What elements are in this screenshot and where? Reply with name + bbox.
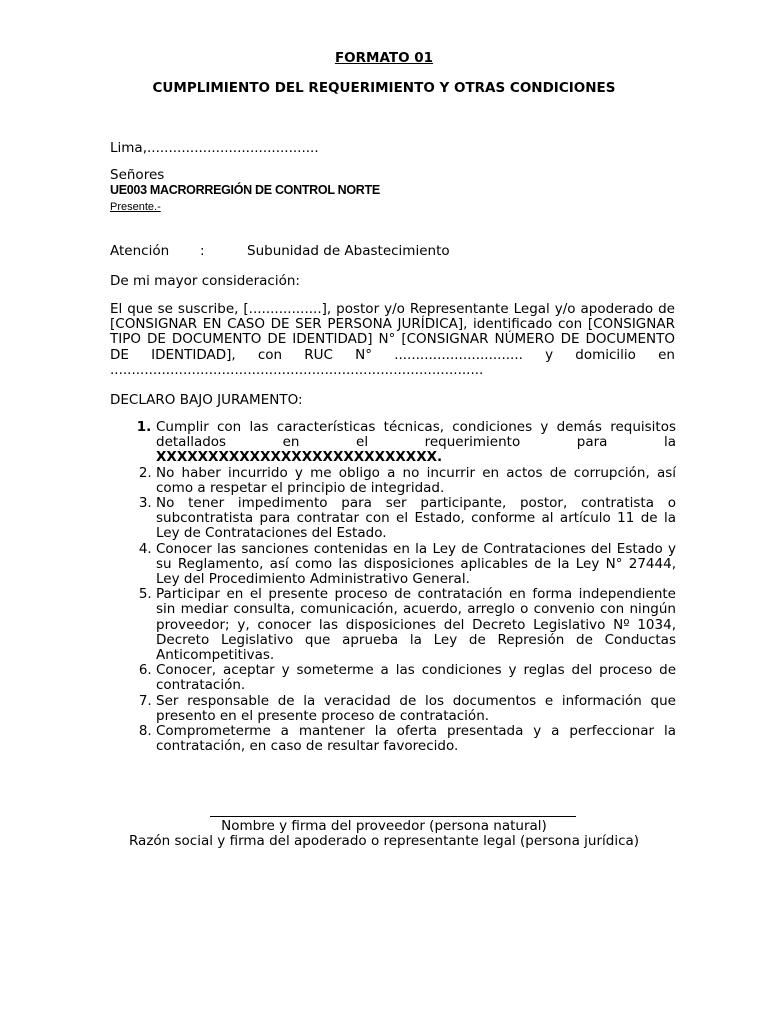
list-item bbox=[156, 466, 676, 496]
list-item bbox=[156, 694, 676, 724]
list-item-text: Participar en el presente proceso de contratación en forma independiente sin mediar consulta, comunicación, acuerdo, arreglo o convenio con ningún proveedor; y, conocer las disposiciones del Decreto Legislativo Nº 1034, Decreto Legislativo que aprueba la Ley de Represión de Conductas Anticompetitivas. bbox=[156, 586, 676, 664]
attention-label: Atención bbox=[110, 243, 170, 259]
intro-paragraph: El que se suscribe, [.................], postor y/o Representante Legal y/o apoderado de [CONSIGNAR EN CASO DE SER PERSONA JURÍDICA], identificado con [CONSIGNAR TIPO DE DOCUMENTO DE IDENTIDAD] N° [CONSIGNAR NÚMERO DE DOCUMENTO DE IDENTIDAD], con RUC N° .............................. y domicilio en ....................................................................................... bbox=[110, 301, 675, 378]
signature-natural-person: Nombre y firma del proveedor (persona natural) bbox=[221, 818, 547, 834]
list-item bbox=[156, 663, 676, 693]
list-item-text: Conocer, aceptar y someterme a las condiciones y reglas del proceso de contratación. bbox=[156, 662, 676, 694]
recipient-name: UE003 MACRORREGIÓN DE CONTROL NORTE bbox=[110, 183, 380, 197]
declaration-heading: DECLARO BAJO JURAMENTO: bbox=[110, 392, 303, 408]
attention-colon: : bbox=[200, 243, 205, 259]
signature-line bbox=[210, 816, 576, 817]
list-item bbox=[156, 542, 676, 588]
presente-label: Presente.- bbox=[110, 201, 161, 213]
list-item-text: Comprometerme a mantener la oferta presentada y a perfeccionar la contratación, en caso de resultar favorecido. bbox=[156, 723, 676, 755]
list-item bbox=[156, 420, 676, 466]
list-item-bold-placeholder: XXXXXXXXXXXXXXXXXXXXXXXXXXX. bbox=[156, 449, 443, 466]
list-item-text: Conocer las sanciones contenidas en la Ley de Contrataciones del Estado y su Reglamento, así como las disposiciones aplicables de la Ley N° 27444, Ley del Procedimiento Administrativo General. bbox=[156, 540, 676, 588]
requirements-list bbox=[110, 420, 676, 754]
list-item-text: Ser responsable de la veracidad de los documentos e información que presento en el presente proceso de contratación. bbox=[156, 692, 676, 724]
document-subtitle: CUMPLIMIENTO DEL REQUERIMIENTO Y OTRAS CONDICIONES bbox=[152, 80, 616, 96]
list-item bbox=[156, 496, 676, 542]
greeting: De mi mayor consideración: bbox=[110, 273, 300, 289]
list-item bbox=[156, 587, 676, 663]
format-label: FORMATO 01 bbox=[334, 50, 434, 66]
salutation-to: Señores bbox=[110, 167, 165, 183]
list-item-text: No tener impedimento para ser participante, postor, contratista o subcontratista para contratar con el Estado, conforme al artículo 11 de la Ley de Contrataciones del Estado. bbox=[156, 495, 676, 542]
place-date: Lima,........................................ bbox=[110, 140, 319, 156]
attention-value: Subunidad de Abastecimiento bbox=[247, 243, 450, 259]
list-item bbox=[156, 724, 676, 754]
list-item-text: No haber incurrido y me obligo a no incurrir en actos de corrupción, así como a respetar el principio de integridad. bbox=[156, 464, 676, 496]
list-item-text: Cumplir con las características técnicas, condiciones y demás requisitos detallados en el requerimiento para la bbox=[156, 419, 676, 451]
signature-legal-person: Razón social y firma del apoderado o representante legal (persona jurídica) bbox=[128, 833, 640, 849]
